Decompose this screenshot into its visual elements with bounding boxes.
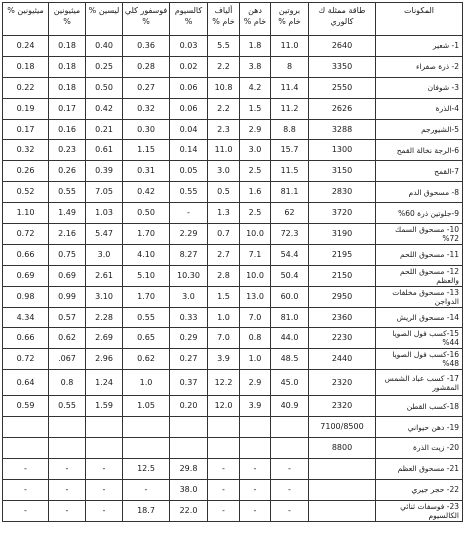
cell-energy: 3720 <box>309 203 376 224</box>
cell-fat: 2.5 <box>240 161 271 182</box>
cell-methionine: 0.99 <box>49 286 86 307</box>
cell-energy: 7100/8500 <box>309 417 376 438</box>
cell-energy: 3190 <box>309 224 376 245</box>
table-row <box>3 161 463 182</box>
cell-protein: 45.0 <box>271 370 309 396</box>
cell-phosphorus: 1.0 <box>123 370 170 396</box>
cell-name: 22- حجر جيري <box>376 479 463 500</box>
cell-lysine: 0.40 <box>86 36 123 57</box>
cell-fiber: 2.8 <box>208 265 240 286</box>
table-row <box>3 307 463 328</box>
cell-protein: - <box>271 500 309 521</box>
cell-calcium: 0.37 <box>170 370 208 396</box>
cell-methionine: - <box>49 458 86 479</box>
cell-methionine <box>49 438 86 459</box>
cell-energy: 1300 <box>309 140 376 161</box>
cell-fiber: 3.9 <box>208 349 240 370</box>
cell-protein: 40.9 <box>271 396 309 417</box>
cell-methionine: 0.8 <box>49 370 86 396</box>
cell-fiber: 12.2 <box>208 370 240 396</box>
cell-fiber: 11.0 <box>208 140 240 161</box>
cell-phosphorus: 0.62 <box>123 349 170 370</box>
cell-phosphorus: 0.36 <box>123 36 170 57</box>
cell-calcium: 0.29 <box>170 328 208 349</box>
cell-lysine: 5.47 <box>86 224 123 245</box>
cell-lysine: 7.05 <box>86 182 123 203</box>
cell-protein: 11.5 <box>271 161 309 182</box>
cell-cystine: 0.24 <box>3 36 49 57</box>
cell-calcium: 0.55 <box>170 182 208 203</box>
cell-lysine: - <box>86 458 123 479</box>
cell-fiber <box>208 438 240 459</box>
cell-fat: 3.8 <box>240 56 271 77</box>
header-fiber: ألياف خام % <box>208 3 240 36</box>
cell-lysine: 0.25 <box>86 56 123 77</box>
cell-methionine: 0.57 <box>49 307 86 328</box>
cell-fat: 1.0 <box>240 349 271 370</box>
cell-cystine: 0.22 <box>3 77 49 98</box>
table-row <box>3 417 463 438</box>
cell-methionine: 0.18 <box>49 77 86 98</box>
cell-methionine: 0.55 <box>49 396 86 417</box>
cell-energy: 2550 <box>309 77 376 98</box>
cell-protein: - <box>271 458 309 479</box>
cell-fat: - <box>240 500 271 521</box>
cell-phosphorus: 0.31 <box>123 161 170 182</box>
cell-name: 10- مسحوق السمك 72% <box>376 224 463 245</box>
cell-methionine: 2.16 <box>49 224 86 245</box>
cell-cystine: - <box>3 500 49 521</box>
cell-cystine: 4.34 <box>3 307 49 328</box>
cell-cystine <box>3 417 49 438</box>
cell-cystine: 0.19 <box>3 98 49 119</box>
cell-cystine: - <box>3 479 49 500</box>
header-methionine-cystine: ميثيونين % <box>3 3 49 36</box>
cell-protein: 50.4 <box>271 265 309 286</box>
cell-phosphorus: 5.10 <box>123 265 170 286</box>
cell-protein: 54.4 <box>271 244 309 265</box>
cell-name: 12- مسحوق اللحم والعظم <box>376 265 463 286</box>
cell-protein: 11.4 <box>271 77 309 98</box>
header-calcium: كالسيوم % <box>170 3 208 36</box>
cell-protein: 44.0 <box>271 328 309 349</box>
cell-lysine: 0.42 <box>86 98 123 119</box>
cell-phosphorus: 4.10 <box>123 244 170 265</box>
cell-protein: 11.2 <box>271 98 309 119</box>
cell-lysine: 1.59 <box>86 396 123 417</box>
cell-name: 13- مسحوق مخلفات الدواجن <box>376 286 463 307</box>
cell-lysine: 0.39 <box>86 161 123 182</box>
cell-cystine: 1.10 <box>3 203 49 224</box>
table-row <box>3 265 463 286</box>
cell-energy <box>309 479 376 500</box>
cell-protein: 62 <box>271 203 309 224</box>
cell-energy: 2320 <box>309 370 376 396</box>
table-row <box>3 244 463 265</box>
cell-energy: 2950 <box>309 286 376 307</box>
cell-protein: 48.5 <box>271 349 309 370</box>
cell-fiber: 0.5 <box>208 182 240 203</box>
cell-cystine: 0.98 <box>3 286 49 307</box>
table-row <box>3 182 463 203</box>
cell-energy: 2640 <box>309 36 376 57</box>
cell-cystine: 0.64 <box>3 370 49 396</box>
cell-lysine: 2.69 <box>86 328 123 349</box>
cell-fat: 3.0 <box>240 140 271 161</box>
cell-protein: - <box>271 479 309 500</box>
header-phosphorus: فوسفور كلي % <box>123 3 170 36</box>
cell-cystine: - <box>3 458 49 479</box>
cell-fat: 2.9 <box>240 370 271 396</box>
cell-energy <box>309 500 376 521</box>
cell-methionine: 0.16 <box>49 119 86 140</box>
table-row <box>3 56 463 77</box>
cell-fat: 1.5 <box>240 98 271 119</box>
cell-lysine: 3.0 <box>86 244 123 265</box>
cell-cystine: 0.66 <box>3 328 49 349</box>
table-row <box>3 370 463 396</box>
cell-methionine: 0.69 <box>49 265 86 286</box>
cell-methionine: 0.75 <box>49 244 86 265</box>
cell-fiber: 1.5 <box>208 286 240 307</box>
cell-calcium: 0.06 <box>170 77 208 98</box>
cell-methionine: 067. <box>49 349 86 370</box>
cell-protein: 81.0 <box>271 307 309 328</box>
cell-name: 23- فوسفات ثنائي الكالسيوم <box>376 500 463 521</box>
table-row <box>3 438 463 459</box>
cell-phosphorus: 0.65 <box>123 328 170 349</box>
table-header-row <box>3 3 463 36</box>
cell-calcium <box>170 438 208 459</box>
cell-lysine: - <box>86 500 123 521</box>
cell-calcium: 0.02 <box>170 56 208 77</box>
cell-calcium: 10.30 <box>170 265 208 286</box>
header-lysine: ليسين % <box>86 3 123 36</box>
cell-fat: 7.1 <box>240 244 271 265</box>
cell-cystine: 0.69 <box>3 265 49 286</box>
table-row <box>3 396 463 417</box>
cell-calcium <box>170 417 208 438</box>
cell-lysine: - <box>86 479 123 500</box>
cell-calcium: 0.20 <box>170 396 208 417</box>
cell-fat: 10.0 <box>240 265 271 286</box>
cell-energy: 2830 <box>309 182 376 203</box>
cell-phosphorus: 1.05 <box>123 396 170 417</box>
cell-protein: 8 <box>271 56 309 77</box>
table-row <box>3 286 463 307</box>
cell-methionine: 0.26 <box>49 161 86 182</box>
cell-fat: 2.5 <box>240 203 271 224</box>
cell-fiber: 5.5 <box>208 36 240 57</box>
cell-name: 7-القمح <box>376 161 463 182</box>
cell-methionine: - <box>49 500 86 521</box>
cell-phosphorus: 1.15 <box>123 140 170 161</box>
cell-cystine: 0.66 <box>3 244 49 265</box>
cell-cystine: 0.18 <box>3 56 49 77</box>
cell-name: 15-كسب فول الصويا 44% <box>376 328 463 349</box>
cell-lysine: 0.61 <box>86 140 123 161</box>
cell-phosphorus: 12.5 <box>123 458 170 479</box>
header-fat: دهن خام % <box>240 3 271 36</box>
cell-calcium: 38.0 <box>170 479 208 500</box>
cell-fiber: 7.0 <box>208 328 240 349</box>
cell-name: 3- شوفان <box>376 77 463 98</box>
cell-energy: 2150 <box>309 265 376 286</box>
cell-phosphorus: 0.55 <box>123 307 170 328</box>
cell-lysine <box>86 417 123 438</box>
cell-phosphorus: 0.27 <box>123 77 170 98</box>
cell-name: 18-كسب القطن <box>376 396 463 417</box>
header-methionine: ميثيونين % <box>49 3 86 36</box>
cell-calcium: 0.05 <box>170 161 208 182</box>
cell-name: 19- دهن حيواني <box>376 417 463 438</box>
cell-phosphorus: - <box>123 479 170 500</box>
cell-cystine: 0.32 <box>3 140 49 161</box>
cell-protein: 72.3 <box>271 224 309 245</box>
cell-calcium: 8.27 <box>170 244 208 265</box>
cell-calcium: - <box>170 203 208 224</box>
cell-energy: 8800 <box>309 438 376 459</box>
cell-name: 17- كسب عباد الشمس المقشور <box>376 370 463 396</box>
table-row <box>3 349 463 370</box>
table-row <box>3 479 463 500</box>
cell-name: 5-الشيورجم <box>376 119 463 140</box>
cell-fat: 13.0 <box>240 286 271 307</box>
cell-phosphorus <box>123 417 170 438</box>
table-row <box>3 458 463 479</box>
cell-methionine <box>49 417 86 438</box>
cell-name: 21- مسحوق العظم <box>376 458 463 479</box>
cell-energy: 2440 <box>309 349 376 370</box>
cell-fat: 1.6 <box>240 182 271 203</box>
cell-fat: 7.0 <box>240 307 271 328</box>
cell-energy: 3350 <box>309 56 376 77</box>
table-body <box>3 36 463 522</box>
cell-calcium: 0.27 <box>170 349 208 370</box>
cell-protein: 11.0 <box>271 36 309 57</box>
table-row <box>3 203 463 224</box>
cell-fiber: 2.7 <box>208 244 240 265</box>
cell-energy: 2626 <box>309 98 376 119</box>
cell-cystine: 0.17 <box>3 119 49 140</box>
cell-lysine: 3.10 <box>86 286 123 307</box>
cell-cystine: 0.72 <box>3 224 49 245</box>
cell-calcium: 29.8 <box>170 458 208 479</box>
cell-cystine: 0.59 <box>3 396 49 417</box>
cell-calcium: 0.04 <box>170 119 208 140</box>
cell-energy: 2230 <box>309 328 376 349</box>
cell-protein <box>271 438 309 459</box>
cell-fat: 3.9 <box>240 396 271 417</box>
cell-calcium: 2.29 <box>170 224 208 245</box>
cell-fiber: 1.0 <box>208 307 240 328</box>
cell-lysine: 1.24 <box>86 370 123 396</box>
cell-calcium: 0.14 <box>170 140 208 161</box>
table-row <box>3 119 463 140</box>
cell-calcium: 22.0 <box>170 500 208 521</box>
cell-fiber: 0.7 <box>208 224 240 245</box>
cell-methionine: 0.62 <box>49 328 86 349</box>
cell-name: 14- مسحوق الريش <box>376 307 463 328</box>
cell-fiber: 2.2 <box>208 56 240 77</box>
cell-methionine: 0.18 <box>49 36 86 57</box>
cell-name: 20- زيت الذرة <box>376 438 463 459</box>
feed-composition-document <box>2 2 462 522</box>
cell-name: 11- مسحوق اللحم <box>376 244 463 265</box>
cell-lysine: 2.61 <box>86 265 123 286</box>
cell-phosphorus: 1.70 <box>123 224 170 245</box>
cell-calcium: 0.33 <box>170 307 208 328</box>
cell-phosphorus: 0.28 <box>123 56 170 77</box>
header-ingredient: المكونات <box>376 3 463 36</box>
cell-phosphorus: 18.7 <box>123 500 170 521</box>
cell-protein: 60.0 <box>271 286 309 307</box>
cell-cystine: 0.52 <box>3 182 49 203</box>
feed-composition-table <box>2 2 463 522</box>
table-row <box>3 77 463 98</box>
cell-calcium: 0.06 <box>170 98 208 119</box>
cell-fiber: - <box>208 458 240 479</box>
cell-phosphorus <box>123 438 170 459</box>
cell-fat: 1.8 <box>240 36 271 57</box>
cell-lysine: 0.50 <box>86 77 123 98</box>
cell-methionine: 0.23 <box>49 140 86 161</box>
cell-calcium: 3.0 <box>170 286 208 307</box>
cell-energy: 3150 <box>309 161 376 182</box>
cell-name: 4-الذرة <box>376 98 463 119</box>
cell-methionine: 0.17 <box>49 98 86 119</box>
cell-energy: 2195 <box>309 244 376 265</box>
cell-phosphorus: 0.30 <box>123 119 170 140</box>
header-protein: بروتين خام % <box>271 3 309 36</box>
cell-protein: 15.7 <box>271 140 309 161</box>
cell-fiber: - <box>208 500 240 521</box>
cell-fiber: 2.3 <box>208 119 240 140</box>
cell-fiber: - <box>208 479 240 500</box>
cell-fat <box>240 417 271 438</box>
table-row <box>3 36 463 57</box>
cell-fiber: 10.8 <box>208 77 240 98</box>
cell-energy <box>309 458 376 479</box>
cell-lysine: 2.96 <box>86 349 123 370</box>
cell-phosphorus: 0.42 <box>123 182 170 203</box>
cell-fat: 2.9 <box>240 119 271 140</box>
cell-name: 1- شعير <box>376 36 463 57</box>
cell-methionine: - <box>49 479 86 500</box>
table-row <box>3 140 463 161</box>
cell-fat: 4.2 <box>240 77 271 98</box>
cell-fiber: 3.0 <box>208 161 240 182</box>
table-row <box>3 224 463 245</box>
cell-fiber: 2.2 <box>208 98 240 119</box>
cell-fat <box>240 438 271 459</box>
cell-methionine: 0.18 <box>49 56 86 77</box>
cell-energy: 2320 <box>309 396 376 417</box>
table-row <box>3 328 463 349</box>
cell-energy: 3288 <box>309 119 376 140</box>
cell-name: 16-كسب فول الصويا 48% <box>376 349 463 370</box>
cell-name: 9-جلوتين ذرة 60% <box>376 203 463 224</box>
cell-fiber: 1.3 <box>208 203 240 224</box>
cell-fiber: 12.0 <box>208 396 240 417</box>
cell-phosphorus: 0.50 <box>123 203 170 224</box>
cell-fat: - <box>240 458 271 479</box>
cell-lysine <box>86 438 123 459</box>
cell-calcium: 0.03 <box>170 36 208 57</box>
cell-energy: 2360 <box>309 307 376 328</box>
cell-lysine: 0.21 <box>86 119 123 140</box>
cell-protein: 81.1 <box>271 182 309 203</box>
cell-cystine: 0.72 <box>3 349 49 370</box>
cell-cystine <box>3 438 49 459</box>
cell-fat: 0.8 <box>240 328 271 349</box>
cell-methionine: 1.49 <box>49 203 86 224</box>
cell-name: 2- ذرة صفراء <box>376 56 463 77</box>
table-row <box>3 500 463 521</box>
cell-fat: - <box>240 479 271 500</box>
table-row <box>3 98 463 119</box>
header-energy: طاقة ممثلة ك كالوري <box>309 3 376 36</box>
cell-lysine: 1.03 <box>86 203 123 224</box>
cell-protein: 8.8 <box>271 119 309 140</box>
cell-cystine: 0.26 <box>3 161 49 182</box>
cell-fiber <box>208 417 240 438</box>
cell-lysine: 2.28 <box>86 307 123 328</box>
cell-name: 8- مسحوق الدم <box>376 182 463 203</box>
cell-fat: 10.0 <box>240 224 271 245</box>
cell-phosphorus: 1.70 <box>123 286 170 307</box>
cell-methionine: 0.55 <box>49 182 86 203</box>
cell-phosphorus: 0.32 <box>123 98 170 119</box>
cell-name: 6-الرجة نخالة القمح <box>376 140 463 161</box>
cell-protein <box>271 417 309 438</box>
